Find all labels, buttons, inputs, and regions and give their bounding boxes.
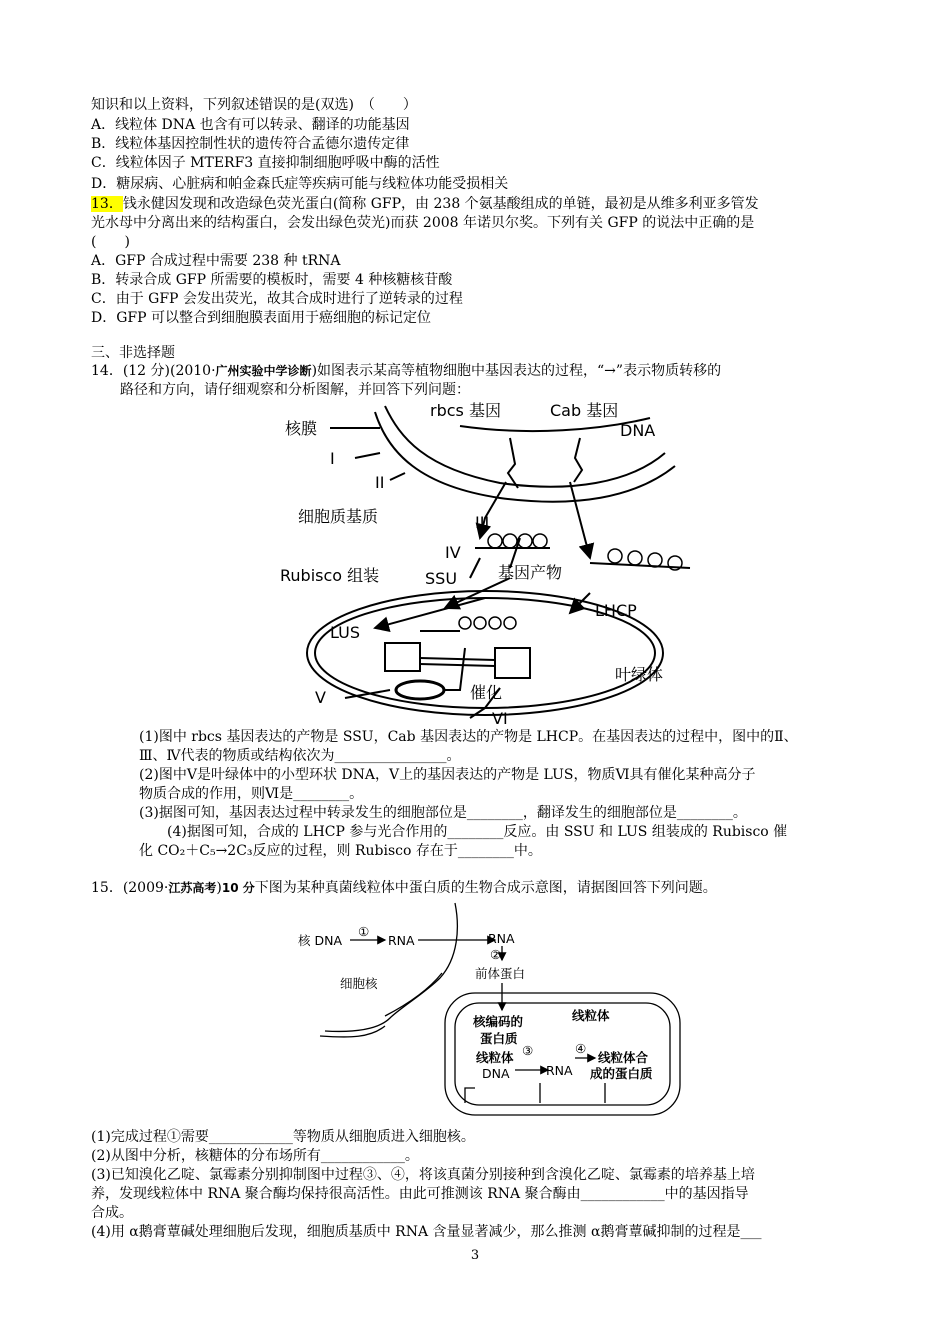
label-mito-protein-line2: 成的蛋白质: [590, 1066, 653, 1081]
label-nuclear-membrane: 核膜: [285, 419, 318, 438]
label-roman-ii: II: [375, 473, 385, 492]
section-heading: 三、非选择题: [91, 345, 175, 361]
q14-stem-rest: )如图表示某高等植物细胞中基因表达的过程，“→”表示物质转移的: [311, 363, 722, 379]
q14-source: 广州实验中学诊断: [215, 364, 312, 378]
label-mito-dna-line2: DNA: [482, 1066, 510, 1081]
q13-line-1: [91, 195, 759, 214]
label-rna-2: RNA: [488, 931, 515, 946]
q14-part4-b: 化 CO₂＋C₅→2C₃反应的过程，则 Rubisco 存在于________中。: [139, 843, 542, 859]
q14-part3: (3)据图可知，基因表达过程中转录发生的细胞部位是________，翻译发生的细胞部位是________。: [139, 805, 747, 821]
label-rubisco-assembly: Rubisco 组装: [280, 566, 380, 585]
q12-stem: 知识和以上资料，下列叙述错误的是(双选) （ ）: [91, 97, 417, 113]
q15-stem-rest: 下图为某种真菌线粒体中蛋白质的生物合成示意图，请据图回答下列问题。: [254, 880, 717, 896]
q15-part2: (2)从图中分析，核糖体的分布场所有____________。: [91, 1148, 419, 1164]
q12-option-d: D．糖尿病、心脏病和帕金森氏症等疾病可能与线粒体功能受损相关: [91, 176, 509, 192]
q15-part3-c: 合成。: [91, 1205, 133, 1221]
label-roman-iv: IV: [445, 543, 461, 562]
label-lhcp: LHCP: [595, 601, 637, 620]
q14-stem-2: 路径和方向，请仔细观察和分析图解，并回答下列问题：: [120, 382, 470, 398]
q13-line-3: ( ): [91, 234, 130, 250]
label-precursor-protein: 前体蛋白: [475, 966, 526, 981]
label-roman-vi: VI: [492, 709, 508, 728]
q14-part2-b: 物质合成的作用，则Ⅵ是________。: [139, 786, 364, 802]
label-nuclear-protein-line2: 蛋白质: [480, 1031, 518, 1046]
label-catalysis: 催化: [470, 683, 503, 702]
q15-source: 江苏高考: [168, 881, 217, 895]
q15-part3-a: (3)已知溴化乙啶、氯霉素分别抑制图中过程③、④，将该真菌分别接种到含溴化乙啶、氯霉素的培养基上培: [91, 1167, 755, 1183]
q13-option-d: D．GFP 可以整合到细胞膜表面用于癌细胞的标记定位: [91, 310, 431, 326]
label-cytoplasm: 细胞质基质: [298, 507, 379, 526]
q15-paren: ): [216, 880, 222, 896]
q14-part1-b: Ⅲ、Ⅳ代表的物质或结构依次为________________。: [139, 748, 461, 764]
q14-prefix: 14．(12 分)(2010·: [91, 363, 216, 379]
q14-part4-a: (4)据图可知，合成的 LHCP 参与光合作用的________反应。由 SSU 和 LUS 组装成的 Rubisco 催: [139, 824, 788, 840]
q13-number: 13．: [91, 196, 123, 212]
q14-stem-1: [91, 362, 721, 381]
label-mito-dna-line1: 线粒体: [476, 1050, 514, 1065]
label-rna-1: RNA: [388, 933, 415, 948]
q14-part2-a: (2)图中Ⅴ是叶绿体中的小型环状 DNA，Ⅴ上的基因表达的产物是 LUS，物质Ⅵ具有催化某种高分子: [139, 767, 756, 783]
label-mitochondrion: 线粒体: [572, 1008, 610, 1023]
label-lus: LUS: [330, 623, 360, 642]
q13-line-2: 光水母中分离出来的结构蛋白，会发出绿色荧光)而获 2008 年诺贝尔奖。下列有关 GFP 的说法中正确的是: [91, 215, 755, 231]
label-nuclear-protein-line1: 核编码的: [473, 1014, 524, 1029]
gene-expression-diagram: [270, 398, 710, 728]
mitochondria-diagram: [290, 898, 710, 1123]
q15-part1: (1)完成过程①需要____________等物质从细胞质进入细胞核。: [91, 1129, 475, 1145]
q13-stem-1: 钱永健因发现和改造绿色荧光蛋白(简称 GFP，由 238 个氨基酸组成的单链，最初是从维多利亚多管发: [122, 196, 759, 212]
label-ssu: SSU: [425, 569, 458, 588]
label-rna-3: RNA: [546, 1063, 573, 1078]
label-nuclear-dna: 核 DNA: [298, 933, 343, 948]
label-rbcs-gene: rbcs 基因: [430, 401, 501, 420]
label-dna: DNA: [620, 421, 656, 440]
page-number: 3: [470, 1248, 480, 1263]
q15-part3-b: 养，发现线粒体中 RNA 聚合酶均保持很高活性。由此可推测该 RNA 聚合酶由____________中的基因指导: [91, 1186, 749, 1202]
label-process-4: ④: [575, 1041, 587, 1056]
label-roman-iii: III: [475, 513, 490, 532]
q15-stem: [91, 879, 717, 898]
q12-option-a: A．线粒体 DNA 也含有可以转录、翻译的功能基因: [91, 117, 410, 133]
label-process-2: ②: [490, 947, 502, 962]
q12-option-c: C．线粒体因子 MTERF3 直接抑制细胞呼吸中酶的活性: [91, 155, 440, 171]
label-process-1: ①: [358, 924, 370, 939]
label-roman-i: I: [330, 449, 335, 468]
label-gene-product: 基因产物: [498, 563, 563, 582]
label-mito-protein-line1: 线粒体合: [598, 1050, 649, 1065]
q15-part4: (4)用 α鹅膏蕈碱处理细胞后发现，细胞质基质中 RNA 含量显著减少，那么推测 α鹅膏蕈碱抑制的过程是___: [91, 1224, 762, 1240]
label-chloroplast: 叶绿体: [615, 665, 664, 684]
q15-prefix: 15．(2009·: [91, 880, 169, 896]
label-cab-gene: Cab 基因: [550, 401, 619, 420]
label-roman-v: V: [315, 688, 326, 707]
q13-option-c: C．由于 GFP 会发出荧光，故其合成时进行了逆转录的过程: [91, 291, 463, 307]
q12-option-b: B．线粒体基因控制性状的遗传符合孟德尔遗传定律: [91, 136, 410, 152]
q13-option-a: A．GFP 合成过程中需要 238 种 tRNA: [91, 253, 341, 269]
q13-option-b: B．转录合成 GFP 所需要的模板时，需要 4 种核糖核苷酸: [91, 272, 453, 288]
q15-score: 10 分: [221, 881, 255, 895]
label-nucleus: 细胞核: [340, 976, 378, 991]
label-process-3: ③: [522, 1043, 534, 1058]
q14-part1-a: (1)图中 rbcs 基因表达的产物是 SSU，Cab 基因表达的产物是 LHCP。在基因表达的过程中，图中的Ⅱ、: [139, 729, 798, 745]
